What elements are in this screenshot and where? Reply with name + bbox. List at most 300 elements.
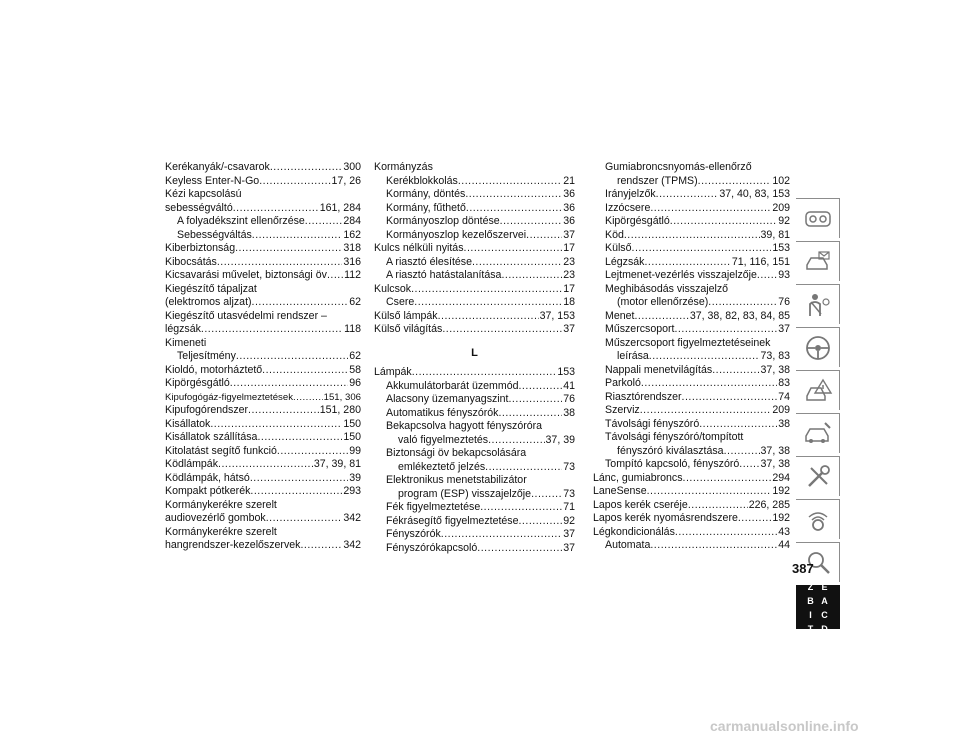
- index-column-3: [593, 161, 790, 553]
- index-entry-pages[interactable]: 44: [778, 539, 790, 551]
- index-entry-pages[interactable]: 41: [563, 379, 575, 392]
- index-heading: Kimeneti: [165, 336, 207, 349]
- index-entry-pages[interactable]: 58: [349, 363, 361, 376]
- index-heading: Meghibásodás visszajelző: [605, 282, 729, 295]
- index-entry[interactable]: [165, 202, 361, 216]
- index-entry-term: Kipörgésgátló: [605, 215, 670, 227]
- index-entry[interactable]: [165, 175, 361, 189]
- index-entry[interactable]: [374, 323, 575, 337]
- index-entry[interactable]: [374, 515, 575, 529]
- leader-dots: [477, 542, 562, 556]
- index-entry[interactable]: [165, 161, 361, 175]
- index-entry-pages[interactable]: 37, 38, 82, 83, 84, 85: [689, 309, 790, 322]
- index-entry-pages[interactable]: 153: [772, 242, 790, 254]
- index-entry[interactable]: [374, 202, 575, 216]
- leader-dots: [293, 391, 323, 405]
- index-entry[interactable]: [593, 445, 790, 459]
- index-entry[interactable]: [165, 404, 361, 418]
- index-entry[interactable]: [165, 377, 361, 391]
- leader-dots: [210, 418, 342, 432]
- index-tab-letter: B: [807, 595, 814, 606]
- leader-dots: [233, 202, 319, 216]
- index-entry[interactable]: [165, 458, 361, 472]
- index-entry-term: Külső világítás: [374, 323, 443, 335]
- index-entry[interactable]: [165, 445, 361, 459]
- index-tab-letter: E: [821, 581, 828, 592]
- index-entry-pages[interactable]: 342: [343, 512, 361, 524]
- leader-dots: [305, 215, 343, 229]
- index-entry-pages[interactable]: 37: [563, 323, 575, 335]
- index-entry-pages[interactable]: 73: [563, 487, 575, 500]
- tab-getting-started[interactable]: [796, 241, 840, 281]
- index-entry-pages[interactable]: 192: [772, 485, 790, 497]
- index-tab-letter: I: [809, 609, 812, 620]
- index-entry[interactable]: [374, 229, 575, 243]
- leader-dots: [675, 526, 777, 540]
- leader-dots: [498, 407, 562, 421]
- index-entry-pages[interactable]: 62: [349, 296, 361, 308]
- index-entry[interactable]: [593, 499, 790, 513]
- index-tab-letter: T: [807, 623, 814, 634]
- index-entry-term: A folyadékszint ellenőrzése: [177, 215, 305, 227]
- index-entry-pages[interactable]: 96: [349, 377, 361, 389]
- index-tab-letter: D: [821, 623, 828, 634]
- index-entry-term: Külső: [605, 242, 632, 254]
- index-entry-term: Kioldó, motorháztető: [165, 363, 263, 376]
- leader-dots: [266, 512, 343, 526]
- index-entry-pages[interactable]: 151, 306: [323, 391, 361, 403]
- watermark: carmanualsonline.info: [710, 718, 859, 734]
- index-entry-pages[interactable]: 73: [563, 460, 575, 473]
- leader-dots: [650, 539, 777, 553]
- index-entry[interactable]: [593, 215, 790, 229]
- leader-dots: [262, 364, 348, 378]
- index-entry[interactable]: [593, 350, 790, 364]
- index-entry-pages[interactable]: 102: [772, 174, 790, 187]
- index-entry-pages[interactable]: 293: [343, 485, 361, 497]
- index-entry-term: Automatikus fényszórók: [386, 406, 499, 419]
- index-entry-term: Akkumulátorbarát üzemmód: [386, 379, 519, 392]
- leader-dots: [518, 380, 562, 394]
- index-entry-term: való figyelmeztetés: [398, 433, 489, 446]
- index-entry-term: LaneSense: [593, 485, 647, 497]
- index-entry[interactable]: [374, 461, 575, 475]
- index-entry-pages[interactable]: 209: [772, 404, 790, 416]
- leader-dots: [501, 269, 562, 283]
- leader-dots: [217, 256, 342, 270]
- index-entry[interactable]: [593, 377, 790, 391]
- index-entry-term: Kormányoszlop kezelőszervei: [386, 228, 527, 241]
- index-entry-pages[interactable]: 17, 26: [331, 174, 361, 187]
- index-entry[interactable]: [374, 215, 575, 229]
- index-entry-term: Riasztórendszer: [605, 390, 682, 403]
- index-entry-pages[interactable]: 74: [778, 390, 790, 403]
- leader-dots: [739, 458, 759, 472]
- index-entry[interactable]: [165, 418, 361, 432]
- leader-dots: [649, 350, 760, 364]
- index-entry-pages[interactable]: 38: [563, 406, 575, 419]
- leader-dots: [699, 418, 777, 432]
- leader-dots: [465, 188, 562, 202]
- index-entry-term: Automata: [605, 539, 651, 551]
- index-entry-pages[interactable]: 150: [343, 417, 361, 430]
- leader-dots: [236, 350, 348, 364]
- index-entry-term: audiovezérlő gombok: [165, 512, 266, 524]
- index-heading: Távolsági fényszóró/tompított: [605, 431, 744, 443]
- index-entry-term: hangrendszer-kezelőszervek: [165, 539, 301, 551]
- index-entry-term: Kitolatást segítő funkció: [165, 444, 277, 457]
- leader-dots: [724, 445, 760, 459]
- tab-service[interactable]: [796, 413, 840, 453]
- index-entry-pages[interactable]: 39: [349, 471, 361, 484]
- index-entry-pages[interactable]: 36: [563, 188, 575, 200]
- index-entry[interactable]: [165, 364, 361, 378]
- index-entry-pages[interactable]: 318: [343, 242, 361, 254]
- index-entry[interactable]: [374, 269, 575, 283]
- index-entry-pages[interactable]: 226, 285: [748, 498, 790, 511]
- leader-dots: [712, 364, 759, 378]
- leader-dots: [526, 229, 562, 243]
- index-entry[interactable]: [593, 256, 790, 270]
- index-entry[interactable]: [374, 256, 575, 270]
- index-heading: Kormánykerékre szerelt: [165, 498, 277, 511]
- index-entry-term: Kibocsátás: [165, 255, 217, 268]
- tab-emergency[interactable]: [796, 370, 840, 410]
- index-entry[interactable]: [165, 391, 361, 405]
- index-entry-pages[interactable]: 76: [563, 393, 575, 405]
- index-entry[interactable]: [374, 242, 575, 256]
- index-entry-pages[interactable]: 36: [563, 201, 575, 214]
- index-entry[interactable]: [593, 242, 790, 256]
- index-entry-term: Fék figyelmeztetése: [386, 501, 481, 513]
- index-entry[interactable]: [593, 229, 790, 243]
- index-entry-term: Kicsavarási művelet, biztonsági öv: [165, 269, 327, 281]
- leader-dots: [698, 175, 772, 189]
- index-entry-term: Kulcs nélküli nyitás: [374, 242, 464, 254]
- leader-dots: [650, 202, 771, 216]
- index-entry-term: Alacsony üzemanyagszint: [386, 393, 509, 405]
- index-entry[interactable]: [593, 539, 790, 553]
- index-entry[interactable]: [165, 472, 361, 486]
- index-tab-letter: A: [821, 595, 828, 606]
- index-entry-pages[interactable]: 93: [778, 269, 790, 281]
- index-entry-pages[interactable]: 71: [563, 501, 575, 513]
- multimedia-icon: [803, 505, 833, 535]
- index-entry-pages[interactable]: 316: [343, 255, 361, 268]
- index-entry-pages[interactable]: 150: [343, 431, 361, 443]
- index-entry-pages[interactable]: 37: [563, 541, 575, 554]
- index-entry-term: Kormány, fűthető: [386, 201, 466, 214]
- index-heading: Biztonsági öv bekapcsolására: [386, 447, 527, 459]
- index-entry-pages[interactable]: 37, 153: [539, 309, 575, 322]
- index-entry[interactable]: [165, 431, 361, 445]
- index-entry-term: A riasztó élesítése: [386, 255, 472, 268]
- steering-wheel-icon: [803, 333, 833, 363]
- leader-dots: [412, 366, 557, 380]
- index-entry-pages[interactable]: 43: [778, 525, 790, 538]
- index-entry-pages[interactable]: 37: [778, 323, 790, 335]
- index-entry-term: Távolsági fényszóró: [605, 417, 700, 430]
- leader-dots: [500, 215, 563, 229]
- index-entry[interactable]: [593, 418, 790, 432]
- index-entry-term: emlékeztető jelzés: [398, 460, 486, 473]
- index-entry-term: Csere: [386, 296, 415, 308]
- index-entry-pages[interactable]: 192: [772, 512, 790, 524]
- index-entry[interactable]: [374, 501, 575, 515]
- index-entry[interactable]: [593, 512, 790, 526]
- index-entry-term: Teljesítmény: [177, 350, 236, 362]
- index-heading: Bekapcsolva hagyott fényszóróra: [386, 420, 543, 432]
- index-entry-pages[interactable]: 162: [343, 228, 361, 241]
- index-entry-term: Fékrásegítő figyelmeztetése: [386, 514, 519, 527]
- index-entry-term: Kisállatok szállítása: [165, 431, 258, 443]
- tab-dashboard[interactable]: [796, 198, 840, 238]
- index-entry-term: Lánc, gumiabroncs: [593, 471, 683, 484]
- leader-dots: [632, 242, 772, 256]
- index-heading: Kormánykerékre szerelt: [165, 525, 277, 538]
- leader-dots: [257, 431, 342, 445]
- index-entry-term: Légzsák: [605, 255, 645, 268]
- index-heading: Kézi kapcsolású: [165, 188, 242, 200]
- index-entry-term: Kisállatok: [165, 417, 211, 430]
- index-entry-term: sebességváltó: [165, 201, 233, 214]
- index-entry[interactable]: [165, 242, 361, 256]
- index-entry-term: fényszóró kiválasztása: [617, 444, 724, 457]
- leader-dots: [201, 323, 343, 337]
- index-entry-pages[interactable]: 209: [772, 201, 790, 214]
- index-entry-pages[interactable]: 37, 38: [760, 363, 790, 376]
- index-entry-pages[interactable]: 294: [772, 471, 790, 484]
- index-entry-pages[interactable]: 62: [349, 350, 361, 362]
- index-entry-pages[interactable]: 37, 38: [760, 444, 790, 457]
- index-entry-term: Fényszórók: [386, 528, 441, 540]
- leader-dots: [230, 377, 348, 391]
- index-entry-pages[interactable]: 71, 116, 151: [731, 255, 790, 268]
- index-entry-term: Kormányoszlop döntése: [386, 215, 500, 227]
- index-heading: Elektronikus menetstabilizátor: [386, 474, 527, 486]
- index-entry-term: Szerviz: [605, 404, 640, 416]
- leader-dots: [647, 485, 772, 499]
- car-service-icon: [803, 419, 833, 449]
- index-entry[interactable]: [165, 215, 361, 229]
- leader-dots: [250, 485, 342, 499]
- index-entry[interactable]: [593, 404, 790, 418]
- index-entry-pages[interactable]: 37, 39: [545, 433, 575, 446]
- index-entry-term: Irányjelzők: [605, 188, 656, 200]
- index-entry[interactable]: [165, 269, 361, 283]
- index-entry[interactable]: [593, 472, 790, 486]
- leader-dots: [531, 488, 562, 502]
- leader-dots: [708, 296, 777, 310]
- index-entry-pages[interactable]: 37: [563, 528, 575, 540]
- index-entry[interactable]: [374, 175, 575, 189]
- leader-dots: [682, 391, 778, 405]
- index-entry-pages[interactable]: 37, 38: [760, 458, 790, 470]
- index-entry-pages[interactable]: 161, 284: [319, 201, 361, 214]
- leader-dots: [277, 445, 348, 459]
- index-entry-term: leírása: [617, 350, 649, 362]
- index-entry-term: Kormány, döntés: [386, 188, 466, 200]
- index-entry-term: Izzócsere: [605, 201, 651, 214]
- index-entry-pages[interactable]: 38: [778, 417, 790, 430]
- index-entry-term: Keyless Enter-N-Go: [165, 174, 260, 187]
- index-entry[interactable]: [593, 202, 790, 216]
- index-entry-term: Nappali menetvilágítás: [605, 363, 713, 376]
- leader-dots: [248, 404, 319, 418]
- index-heading: Gumiabroncsnyomás-ellenőrző: [605, 161, 752, 173]
- index-entry-term: Lejtmenet-vezérlés visszajelzője: [605, 269, 757, 281]
- tab-multimedia[interactable]: [796, 499, 840, 539]
- leader-dots: [644, 256, 730, 270]
- leader-dots: [300, 539, 342, 553]
- leader-dots: [738, 512, 771, 526]
- index-entry[interactable]: [165, 229, 361, 243]
- index-entry-pages[interactable]: 23: [563, 255, 575, 268]
- index-tab-letter: C: [821, 609, 828, 620]
- index-entry[interactable]: [374, 528, 575, 542]
- index-entry-term: Kiberbiztonság: [165, 242, 236, 254]
- index-entry[interactable]: [593, 310, 790, 324]
- leader-dots: [270, 161, 343, 175]
- index-entry-pages[interactable]: 39, 81: [760, 228, 790, 241]
- index-entry-term: Tompító kapcsoló, fényszóró: [605, 458, 740, 470]
- index-entry-term: rendszer (TPMS): [617, 174, 698, 187]
- index-entry-pages[interactable]: 18: [563, 296, 575, 308]
- leader-dots: [218, 458, 313, 472]
- tab-technical[interactable]: [796, 456, 840, 496]
- leader-dots: [458, 175, 562, 189]
- index-entry-pages[interactable]: 92: [778, 215, 790, 227]
- leader-dots: [327, 269, 343, 283]
- index-entry[interactable]: [593, 526, 790, 540]
- leader-dots: [757, 269, 777, 283]
- index-entry[interactable]: [165, 296, 361, 310]
- index-entry[interactable]: [593, 188, 790, 202]
- index-entry-pages[interactable]: 300: [343, 161, 361, 173]
- index-entry-pages[interactable]: 151, 280: [319, 404, 361, 416]
- index-entry[interactable]: [374, 434, 575, 448]
- leader-dots: [250, 472, 348, 486]
- index-entry-pages[interactable]: 17: [563, 282, 575, 295]
- car-warning-icon: [803, 376, 833, 406]
- leader-dots: [414, 296, 562, 310]
- index-entry[interactable]: [593, 269, 790, 283]
- index-entry-pages[interactable]: 342: [343, 539, 361, 551]
- index-entry-pages[interactable]: 73, 83: [760, 350, 790, 362]
- index-column-2: [374, 161, 575, 555]
- index-entry-pages[interactable]: 37: [563, 228, 575, 241]
- index-letters-icon: [805, 581, 831, 635]
- leader-dots: [441, 528, 562, 542]
- tab-index[interactable]: [796, 581, 840, 634]
- index-entry-term: Légkondicionálás: [593, 525, 675, 538]
- car-mail-icon: [803, 247, 833, 277]
- index-entry[interactable]: [374, 283, 575, 297]
- index-entry[interactable]: [374, 366, 575, 380]
- index-entry-term: Kipufogógáz-figyelmeztetések: [165, 391, 293, 403]
- leader-dots: [259, 175, 330, 189]
- index-entry-term: A riasztó hatástalanítása: [386, 269, 502, 281]
- index-column-1: [165, 161, 361, 553]
- index-entry-term: Kipufogórendszer: [165, 404, 249, 416]
- index-entry[interactable]: [593, 296, 790, 310]
- index-entry-term: Külső lámpák: [374, 309, 438, 322]
- index-entry-pages[interactable]: 92: [563, 514, 575, 527]
- index-entry[interactable]: [374, 407, 575, 421]
- index-entry-pages[interactable]: 37, 40, 83, 153: [719, 188, 790, 200]
- index-entry[interactable]: [374, 296, 575, 310]
- index-entry-term: Műszercsoport: [605, 323, 675, 335]
- index-entry-pages[interactable]: 83: [778, 377, 790, 389]
- index-entry-term: Ködlámpák: [165, 458, 218, 470]
- index-entry-term: Kipörgésgátló: [165, 377, 230, 389]
- leader-dots: [252, 229, 343, 243]
- index-entry[interactable]: [593, 175, 790, 189]
- index-entry[interactable]: [374, 542, 575, 556]
- index-entry-term: Lámpák: [374, 366, 412, 378]
- index-entry[interactable]: [165, 323, 361, 337]
- index-entry[interactable]: [165, 512, 361, 526]
- index-entry-pages[interactable]: 17: [563, 242, 575, 254]
- leader-dots: [674, 323, 777, 337]
- index-entry-pages[interactable]: 112: [344, 269, 361, 281]
- leader-dots: [656, 188, 719, 202]
- leader-dots: [688, 499, 748, 513]
- index-entry-pages[interactable]: 284: [343, 215, 361, 227]
- index-entry[interactable]: [374, 393, 575, 407]
- tools-icon: [803, 462, 833, 492]
- index-heading: Kormányzás: [374, 161, 433, 173]
- index-entry[interactable]: [165, 485, 361, 499]
- index-entry[interactable]: [165, 539, 361, 553]
- index-entry-term: Ködlámpák, hátsó: [165, 471, 250, 484]
- index-entry-term: Parkoló: [605, 377, 641, 389]
- index-entry-term: program (ESP) visszajelzője: [398, 487, 532, 500]
- index-entry-term: Fényszórókapcsoló: [386, 541, 478, 554]
- index-entry[interactable]: [593, 485, 790, 499]
- index-entry-pages[interactable]: 99: [349, 444, 361, 457]
- tab-driving[interactable]: [796, 327, 840, 367]
- leader-dots: [670, 215, 777, 229]
- index-entry-pages[interactable]: 36: [563, 215, 575, 227]
- leader-dots: [472, 256, 562, 270]
- index-entry[interactable]: [374, 310, 575, 324]
- seatbelt-person-icon: [803, 290, 833, 320]
- index-entry[interactable]: [165, 350, 361, 364]
- index-entry-pages[interactable]: 118: [344, 323, 361, 335]
- tab-safety[interactable]: [796, 284, 840, 324]
- leader-dots: [411, 283, 562, 297]
- index-entry-pages[interactable]: 23: [563, 269, 575, 281]
- index-entry[interactable]: [593, 458, 790, 472]
- leader-dots: [485, 461, 562, 475]
- index-entry-pages[interactable]: 76: [778, 296, 790, 308]
- index-entry[interactable]: [165, 256, 361, 270]
- index-entry[interactable]: [593, 323, 790, 337]
- index-entry[interactable]: [593, 391, 790, 405]
- index-entry-pages[interactable]: 153: [557, 366, 575, 378]
- index-entry[interactable]: [593, 364, 790, 378]
- index-entry-pages[interactable]: 37, 39, 81: [313, 458, 361, 470]
- section-letter: L: [471, 346, 478, 359]
- index-entry-term: Kerékanyák/-csavarok: [165, 161, 270, 173]
- index-entry[interactable]: [374, 188, 575, 202]
- index-entry-pages[interactable]: 21: [563, 174, 575, 187]
- index-entry[interactable]: [374, 380, 575, 394]
- leader-dots: [235, 242, 342, 256]
- index-entry[interactable]: [374, 488, 575, 502]
- index-entry-term: Kompakt pótkerék: [165, 485, 251, 497]
